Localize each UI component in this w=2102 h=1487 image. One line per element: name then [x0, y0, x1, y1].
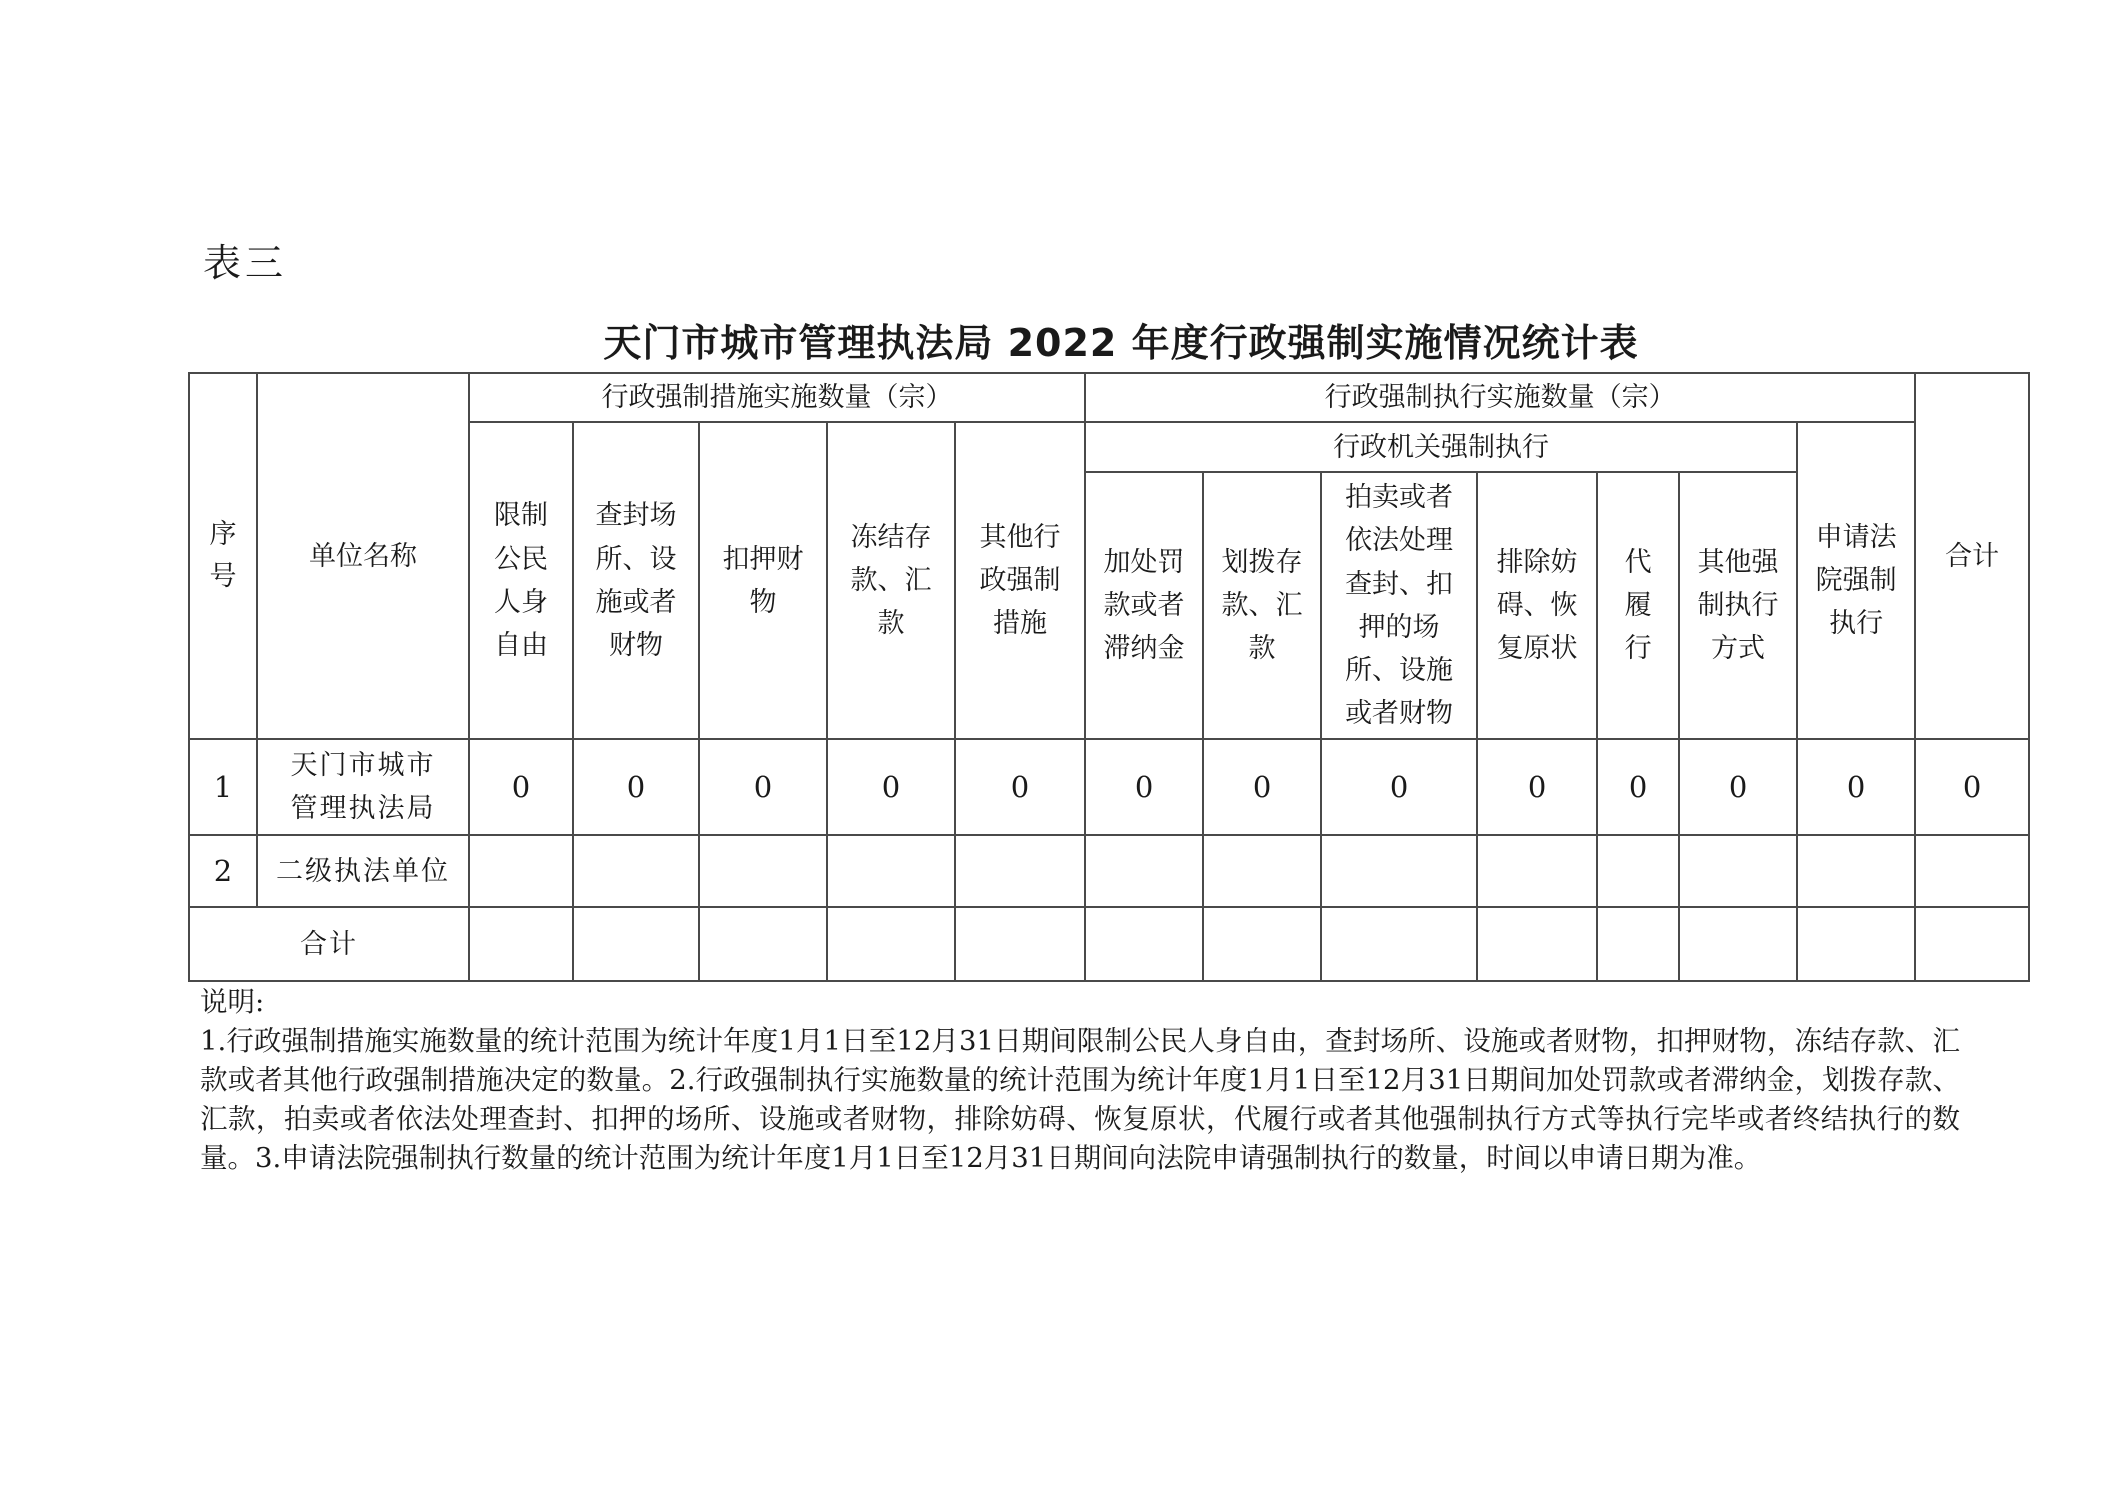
notes: [200, 983, 1960, 1178]
header-measure-col-4: 冻结存款、汇款: [827, 422, 955, 739]
total-row-cell: [827, 907, 955, 981]
row-2-cell: [1679, 835, 1797, 907]
row-1-cell: 0: [1321, 739, 1477, 835]
notes-body: 1.行政强制措施实施数量的统计范围为统计年度1月1日至12月31日期间限制公民人身自由，查封场所、设施或者财物，扣押财物，冻结存款、汇款或者其他行政强制措施决定的数量。2.行政强制执行实施数量的统计范围为统计年度1月1日至12月31日期间加处罚款或者滞纳金，划拨存款、汇款，拍卖或者依法处理查封、扣押的场所、设施或者财物，排除妨碍、恢复原状，代履行或者其他强制执行方式等执行完毕或者终结执行的数量。3.申请法院强制执行数量的统计范围为统计年度1月1日至12月31日期间向法院申请强制执行的数量，时间以申请日期为准。: [200, 1025, 1960, 1175]
total-row-cell: [1797, 907, 1915, 981]
row-2-seq: 2: [189, 835, 257, 907]
row-2-cell: [1915, 835, 2029, 907]
row-2-cell: [1203, 835, 1321, 907]
header-agency-col-4: 排除妨碍、恢复原状: [1477, 472, 1597, 739]
header-unit-name: 单位名称: [257, 373, 469, 739]
header-total: 合计: [1915, 373, 2029, 739]
header-measure-col-3: 扣押财物: [699, 422, 827, 739]
total-row-cell: [469, 907, 573, 981]
row-1-cell: 0: [827, 739, 955, 835]
header-group-execution: 行政强制执行实施数量（宗）: [1085, 373, 1915, 422]
row-2-cell: [1085, 835, 1203, 907]
header-agency-col-2: 划拨存款、汇款: [1203, 472, 1321, 739]
total-row-cell: [1597, 907, 1679, 981]
table-row: [189, 835, 2029, 907]
row-2-cell: [1321, 835, 1477, 907]
total-row-cell: [1321, 907, 1477, 981]
row-1-cell: 0: [955, 739, 1085, 835]
row-1-cell: 0: [1477, 739, 1597, 835]
row-2-cell: [573, 835, 699, 907]
header-measure-col-2: 查封场所、设施或者财物: [573, 422, 699, 739]
header-agency-col-1: 加处罚款或者滞纳金: [1085, 472, 1203, 739]
total-row-cell: [573, 907, 699, 981]
row-1-cell: 0: [573, 739, 699, 835]
total-row-cell: [1915, 907, 2029, 981]
row-1-cell: 0: [469, 739, 573, 835]
row-2-cell: [699, 835, 827, 907]
statistics-table: [188, 372, 2030, 982]
row-1-seq: 1: [189, 739, 257, 835]
row-1-cell: 0: [1797, 739, 1915, 835]
row-2-cell: [1597, 835, 1679, 907]
total-row: [189, 907, 2029, 981]
table-row: [189, 739, 2029, 835]
total-row-cell: [1085, 907, 1203, 981]
total-row-cell: [1477, 907, 1597, 981]
header-group-measures: 行政强制措施实施数量（宗）: [469, 373, 1085, 422]
total-row-cell: [1203, 907, 1321, 981]
row-2-cell: [827, 835, 955, 907]
header-court-col: 申请法院强制执行: [1797, 422, 1915, 739]
header-seq: 序号: [189, 373, 257, 739]
header-row-1: [189, 373, 2029, 422]
row-1-cell: 0: [1679, 739, 1797, 835]
table-label: 表三: [203, 241, 288, 285]
row-1-cell: 0: [1915, 739, 2029, 835]
total-row-cell: [1679, 907, 1797, 981]
header-measure-col-5: 其他行政强制措施: [955, 422, 1085, 739]
total-row-label: 合计: [189, 907, 469, 981]
row-2-cell: [469, 835, 573, 907]
header-agency-col-5: 代履行: [1597, 472, 1679, 739]
header-measure-col-1: 限制公民人身自由: [469, 422, 573, 739]
header-group-agency: 行政机关强制执行: [1085, 422, 1797, 472]
row-2-cell: [955, 835, 1085, 907]
row-2-cell: [1797, 835, 1915, 907]
row-1-cell: 0: [1597, 739, 1679, 835]
row-1-name: 天门市城市管理执法局: [257, 739, 469, 835]
row-2-name: 二级执法单位: [257, 835, 469, 907]
total-row-cell: [699, 907, 827, 981]
row-1-cell: 0: [1085, 739, 1203, 835]
total-row-cell: [955, 907, 1085, 981]
page-title: 天门市城市管理执法局 2022 年度行政强制实施情况统计表: [603, 321, 1639, 365]
row-2-cell: [1477, 835, 1597, 907]
row-1-cell: 0: [699, 739, 827, 835]
notes-heading: 说明:: [200, 986, 265, 1018]
row-1-cell: 0: [1203, 739, 1321, 835]
header-agency-col-3: 拍卖或者依法处理查封、扣押的场所、设施或者财物: [1321, 472, 1477, 739]
header-agency-col-6: 其他强制执行方式: [1679, 472, 1797, 739]
